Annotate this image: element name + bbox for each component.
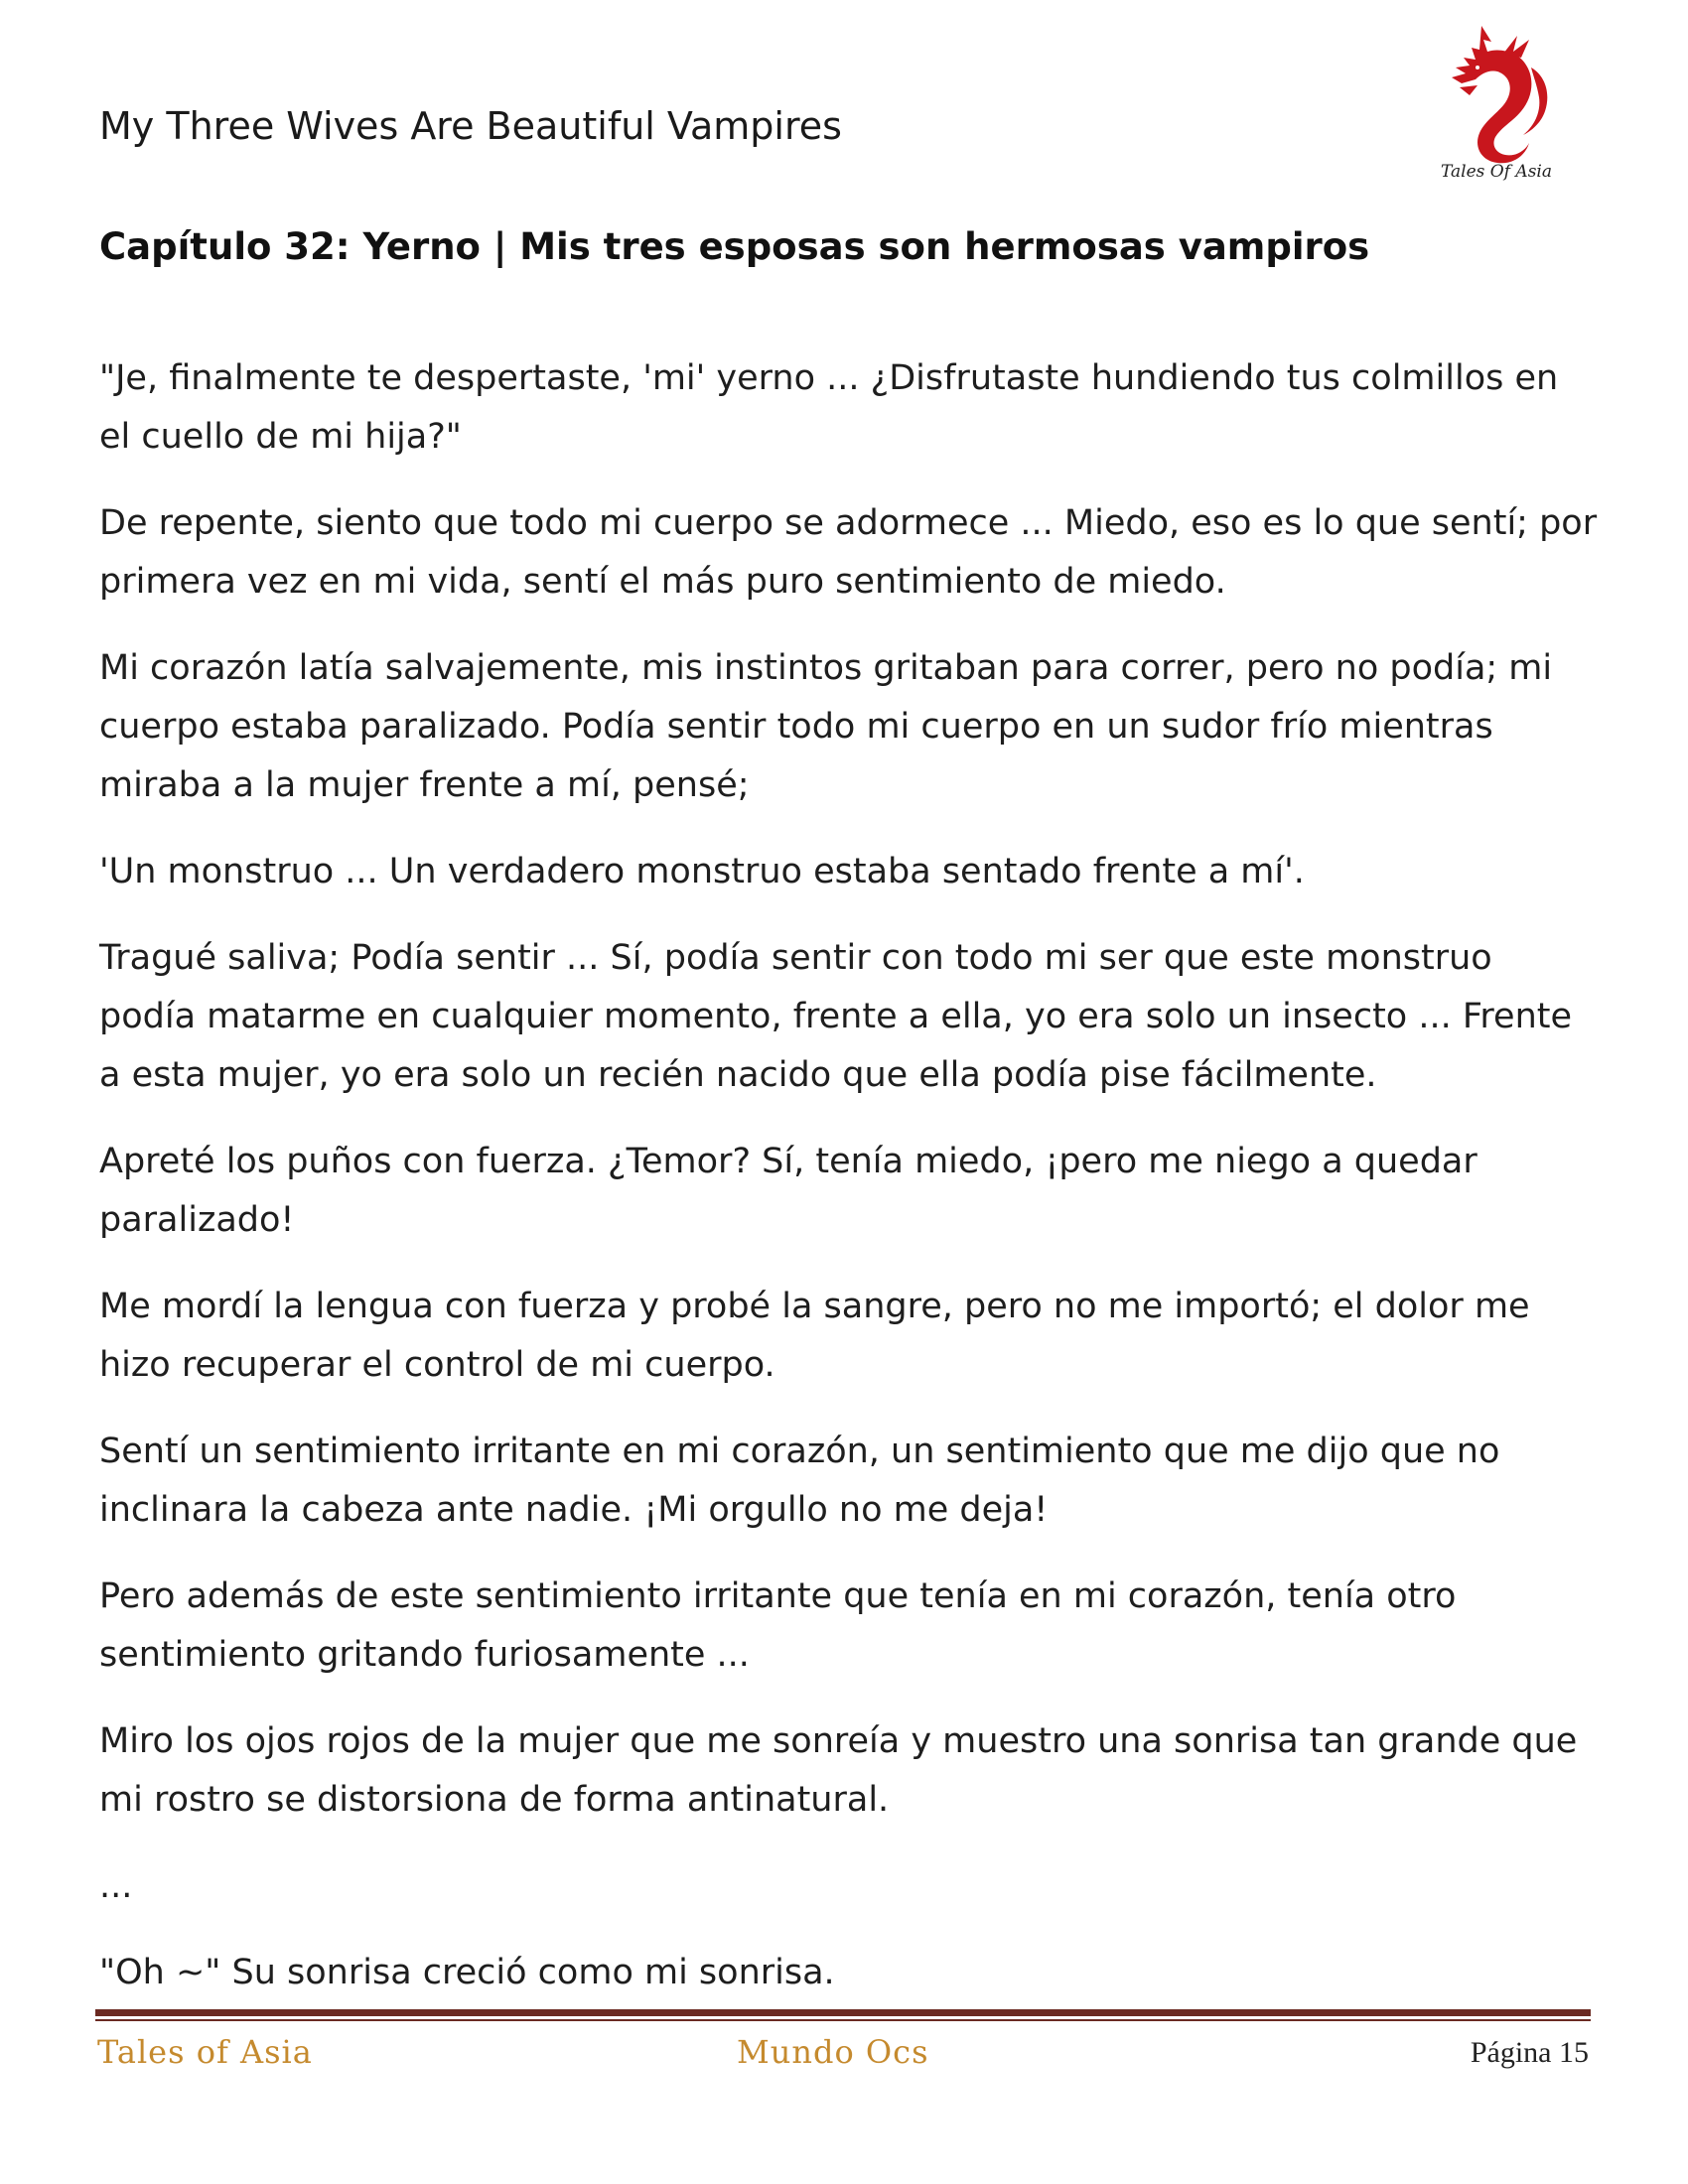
page-number: Página 15 [1470, 2036, 1589, 2069]
paragraph: Me mordí la lengua con fuerza y probé la sangre, pero no me importó; el dolor me hizo recuperar el control de mi cuerpo. [99, 1287, 1530, 1385]
paragraph: Miro los ojos rojos de la mujer que me sonreía y muestro una sonrisa tan grande que mi rostro se distorsiona de forma antinatural. [99, 1721, 1578, 1820]
paragraph: Tragué saliva; Podía sentir ... Sí, podía sentir con todo mi ser que este monstruo podía matarme en cualquier momento, frente a ella, yo era solo un insecto ... Frente a esta mujer, yo era solo un recién nacido que ella podía pise fácilmente. [99, 938, 1573, 1095]
paragraph: Mi corazón latía salvajemente, mis instintos gritaban para correr, pero no podía; mi cuerpo estaba paralizado. Podía sentir todo mi cuerpo en un sudor frío mientras miraba a la mujer frente a mí, pensé; [99, 648, 1553, 805]
paragraph: "Je, finalmente te despertaste, 'mi' yerno ... ¿Disfrutaste hundiendo tus colmillos en el cuello de mi hija?" [99, 358, 1559, 457]
paragraph: De repente, siento que todo mi cuerpo se adormece ... Miedo, eso es lo que sentí; por primera vez en mi vida, sentí el más puro sentimiento de miedo. [99, 503, 1598, 602]
paragraph: 'Un monstruo ... Un verdadero monstruo estaba sentado frente a mí'. [99, 852, 1305, 891]
footer-divider-thin [95, 2019, 1591, 2021]
paragraph: Sentí un sentimiento irritante en mi corazón, un sentimiento que me dijo que no inclinara la cabeza ante nadie. ¡Mi orgullo no me deja! [99, 1432, 1500, 1530]
chapter-title: Capítulo 32: Yerno | Mis tres esposas son hermosas vampiros [99, 225, 1370, 268]
chapter-body [99, 349, 1599, 2030]
paragraph: "Oh ~" Su sonrisa creció como mi sonrisa. [99, 1953, 835, 1992]
footer-divider [95, 2009, 1591, 2016]
footer-group-name: Mundo Ocs [737, 2033, 929, 2071]
paragraph: Pero además de este sentimiento irritante que tenía en mi corazón, tenía otro sentimiento gritando furiosamente ... [99, 1576, 1457, 1675]
red-dragon-logo-icon [1422, 18, 1571, 182]
logo-text: Tales Of Asia [1441, 162, 1552, 182]
paragraph: Apreté los puños con fuerza. ¿Temor? Sí, tenía miedo, ¡pero me niego a quedar paralizado! [99, 1142, 1477, 1240]
book-title: My Three Wives Are Beautiful Vampires [99, 104, 842, 148]
paragraph-ellipsis: ... [99, 1866, 133, 1906]
footer-site-name: Tales of Asia [97, 2033, 313, 2071]
